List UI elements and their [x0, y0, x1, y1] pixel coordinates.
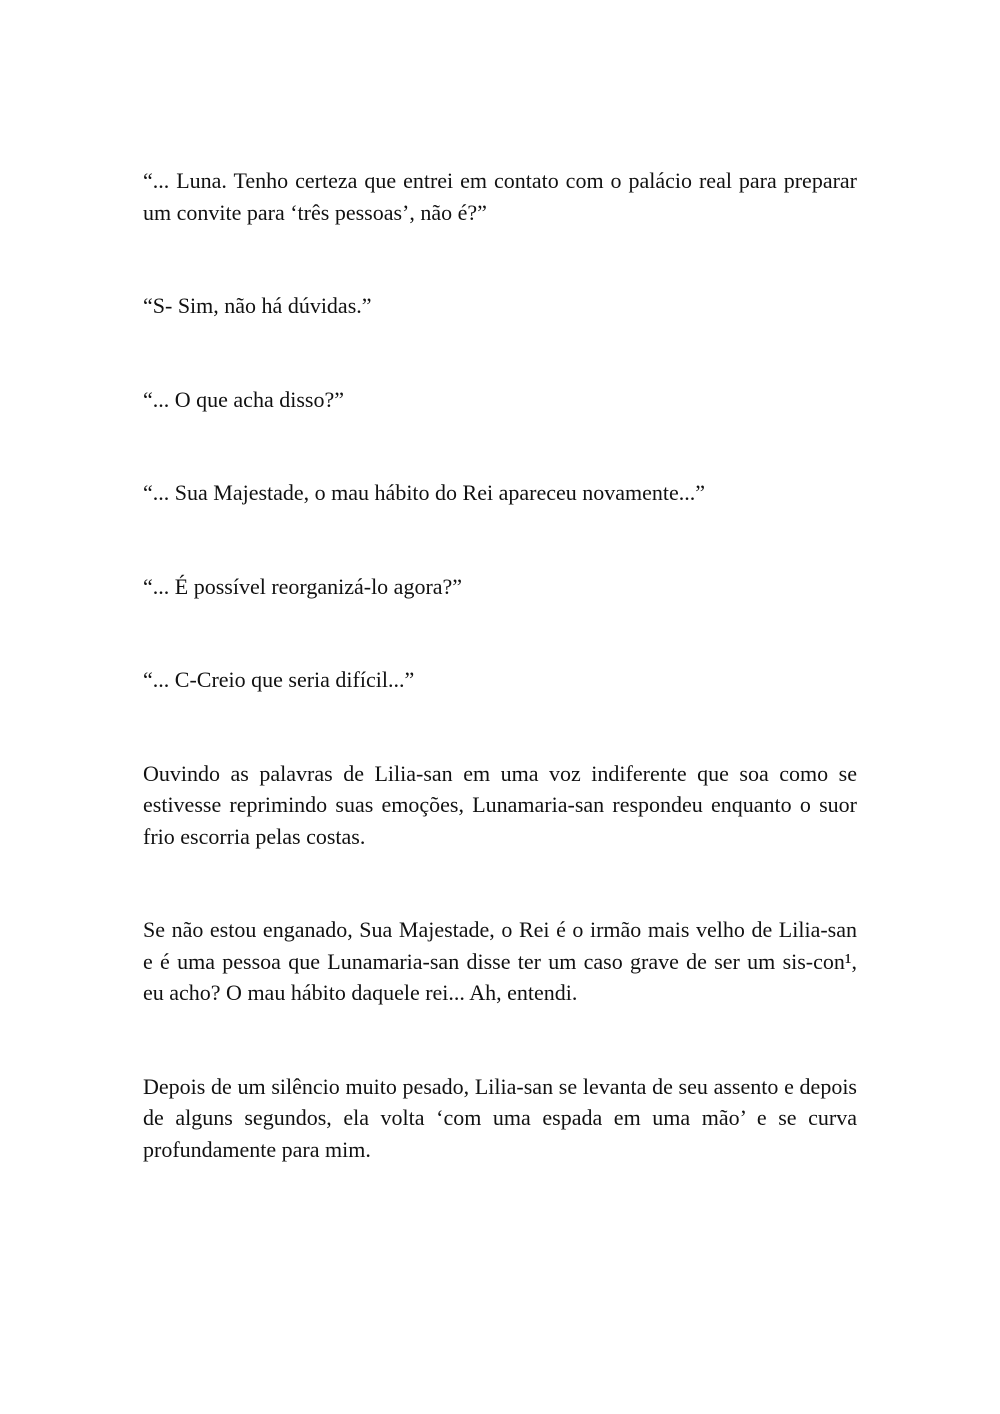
paragraph-dialogue-3: “... O que acha disso?”	[143, 386, 344, 412]
paragraph-narration-2: Se não estou enganado, Sua Majestade, o Rei é o irmão mais velho de Lilia-san e é uma pessoa que Lunamaria-san disse ter um caso grave de ser um sis-con¹, eu acho? O mau hábito daquele rei... Ah, entendi.	[143, 917, 857, 1005]
text-body	[143, 165, 857, 1165]
paragraph-narration-1: Ouvindo as palavras de Lilia-san em uma voz indiferente que soa como se estivesse reprimindo suas emoções, Lunamaria-san respondeu enquanto o suor frio escorria pelas costas.	[143, 760, 857, 849]
paragraph-dialogue-6: “... C-Creio que seria difícil...”	[143, 667, 415, 692]
paragraph-dialogue-2: “S- Sim, não há dúvidas.”	[143, 293, 372, 318]
paragraph-dialogue-1: “... Luna. Tenho certeza que entrei em contato com o palácio real para preparar um convite para ‘três pessoas’, não é?”	[143, 168, 857, 225]
paragraph-dialogue-4: “... Sua Majestade, o mau hábito do Rei apareceu novamente...”	[143, 480, 706, 505]
paragraph-narration-3: Depois de um silêncio muito pesado, Lilia-san se levanta de seu assento e depois de alguns segundos, ela volta ‘com uma espada em uma mão’ e se curva profundamente para mim.	[143, 1073, 857, 1162]
paragraph-dialogue-5: “... É possível reorganizá-lo agora?”	[143, 573, 463, 599]
